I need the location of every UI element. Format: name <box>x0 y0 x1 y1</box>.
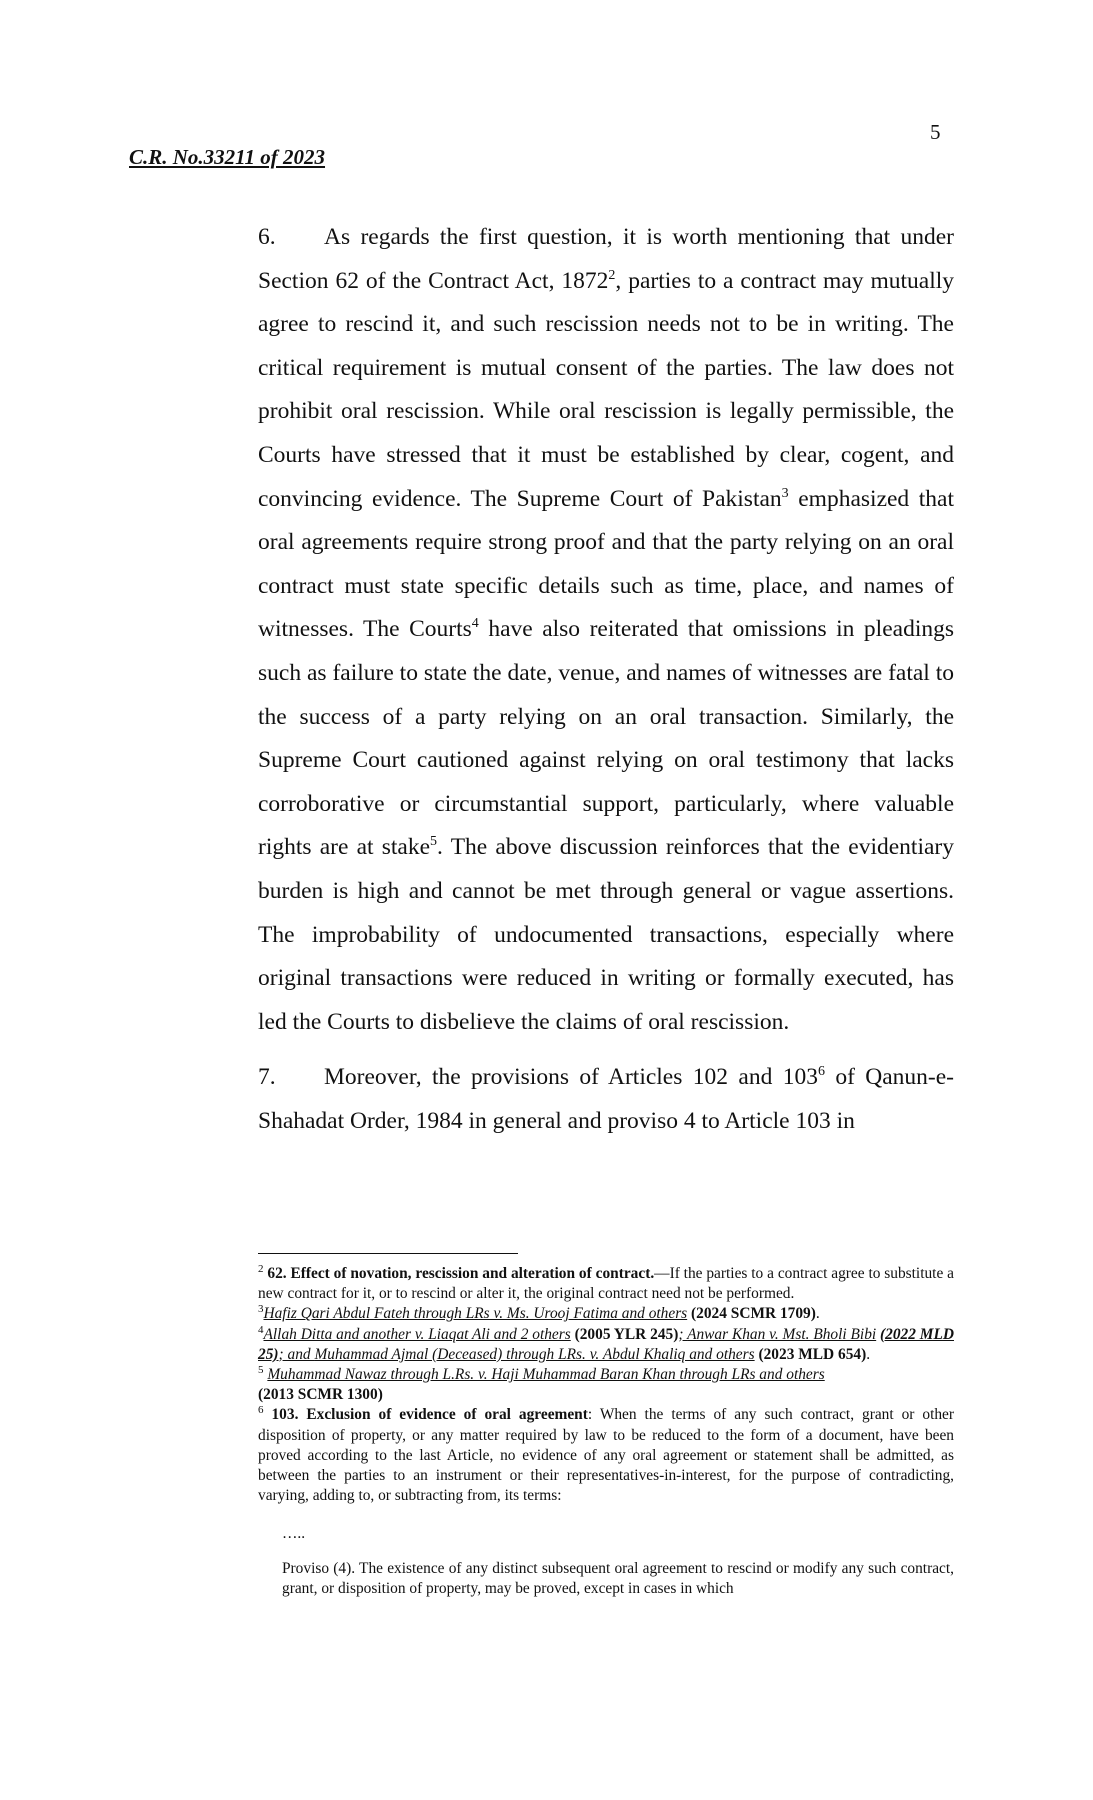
case-citation: Allah Ditta and another v. Liaqat Ali and 2 others <box>263 1325 571 1343</box>
footnote-4 <box>258 1325 954 1365</box>
ellipsis: ….. <box>282 1525 306 1543</box>
paragraph-6 <box>258 216 954 1044</box>
paragraph-text: emphasized that oral agreements require strong proof and that the party relying on an oral contract must state specific details such as time, place, and names of witnesses. The Courts <box>258 485 954 643</box>
footnote-text: : When the terms of any such contract, grant or other disposition of property, or any matter required by law to be reduced to the form of a document, have been proved according to the last Article, no evidence of any oral agreement or statement shall be admitted, as between the parties to an instrument or their representatives-in-interest, for the purpose of contradicting, varying, adding to, or subtracting from, its terms: <box>258 1406 954 1505</box>
paragraph-text: of Qanun-e-Shahadat Order, 1984 in general and proviso 4 to Article 103 in <box>258 1064 955 1134</box>
footnote-reference[interactable]: 3 <box>781 485 789 501</box>
section-number: 62 <box>267 1265 283 1282</box>
paragraph-number: 7. <box>258 1064 276 1091</box>
paragraph-text: As regards the first question, it is worth mentioning that under Section 62 of the Contract Act, 1872 <box>258 224 954 294</box>
footnote-text: —If the parties to a contract agree to substitute a new contract for it, or to rescind or alter it, the original contract need not be performed. <box>258 1265 954 1303</box>
case-citation: Muhammad Nawaz through L.Rs. v. Haji Muhammad Baran Khan through LRs and others <box>267 1366 825 1384</box>
footnote-6: $^6$ 103. Exclusion of evidence of oral agreement: When the terms of any such contract, grant or other disposition of property, or any matter required by law to be reduced to the form of a document, have been proved according to the last Article, no evidence of any oral agreement or statement shall be admitted, as between the parties to an instrument or their representatives-in-interest, for the purpose of contradicting, varying, adding to, or subtracting from, its terms: <box>258 1404 954 1505</box>
law-report-citation: (2022 MLD 25) <box>258 1325 954 1363</box>
law-report-citation: (2013 SCMR 1300) <box>258 1386 383 1404</box>
separator: ; <box>678 1325 688 1343</box>
footnote-reference[interactable]: 4 <box>471 616 479 632</box>
paragraph-text: have also reiterated that omissions in pleadings such as failure to state the date, venue, and names of witnesses are fatal to the success of a party relying on an oral transaction. Similarly, the Supreme Court cautioned against relying on oral testimony that lacks corroborative or circumstantial support, particularly, where valuable rights are at stake <box>258 616 954 861</box>
footnote-2: $^2$ 62. Effect of novation, rescission and alteration of contract.—If the parties to a contract agree to substitute a new contract for it, or to rescind or alter it, the original contract need not be performed. <box>258 1262 954 1303</box>
case-citation: Hafiz Qari Abdul Fateh through LRs v. Ms. Urooj Fatima and others <box>263 1305 688 1323</box>
proviso-quote: Proviso (4). The existence of any distinct subsequent oral agreement to rescind or modify any such contract, grant, or disposition of property, may be proved, except in cases in which <box>282 1559 954 1597</box>
punctuation: . <box>815 1305 820 1323</box>
footnote-marker: 5 <box>258 1363 264 1376</box>
footnote-marker: 2 <box>258 1262 264 1275</box>
footnote-reference[interactable]: 6 <box>817 1064 825 1080</box>
footnotes <box>258 1264 954 1599</box>
footnote-marker: 6 <box>258 1404 264 1417</box>
footnote-reference[interactable]: 5 <box>430 834 438 850</box>
judgment-body <box>258 216 954 1155</box>
case-reference: C.R. No.33211 of 2023 <box>129 145 326 169</box>
section-heading: Effect of novation, rescission and alteration of contract. <box>290 1265 655 1282</box>
paragraph-text: , parties to a contract may mutually agree to rescind it, and such rescission needs not to be in writing. The critical requirement is mutual consent of the parties. The law does not prohibit oral rescission. While oral rescission is legally permissible, the Courts have stressed that it must be established by clear, cogent, and convincing evidence. The Supreme Court of Pakistan <box>258 267 955 512</box>
footnote-reference[interactable]: 2 <box>608 267 616 283</box>
separator: ; and <box>278 1345 315 1363</box>
law-report-citation: (2005 YLR 245) <box>574 1325 679 1343</box>
law-report-citation: (2024 SCMR 1709) <box>691 1305 816 1323</box>
case-citation: Muhammad Ajmal (Deceased) through LRs. v. Abdul Khaliq and others <box>314 1345 755 1363</box>
footnote-marker: 3 <box>258 1303 264 1316</box>
section-number: 103 <box>271 1406 295 1424</box>
footnote-separator <box>258 1253 518 1254</box>
law-report-citation: (2023 MLD 654) <box>758 1345 867 1363</box>
footnote-3 <box>258 1304 954 1324</box>
paragraph-7 <box>258 1056 954 1143</box>
punctuation: . <box>866 1345 871 1363</box>
paragraph-text: Moreover, the provisions of Articles 102 and 103 <box>324 1064 818 1091</box>
footnote-5 <box>258 1365 954 1405</box>
footnote-marker: 4 <box>258 1323 264 1336</box>
case-citation: Anwar Khan v. Mst. Bholi Bibi <box>687 1325 877 1343</box>
section-heading: Exclusion of evidence of oral agreement <box>306 1406 588 1424</box>
paragraph-number: 6. <box>258 224 276 250</box>
page-number: 5 <box>930 120 941 144</box>
paragraph-text: . The above discussion reinforces that the evidentiary burden is high and cannot be met through general or vague assertions. The improbability of undocumented transactions, especially where original transactions were reduced in writing or formally executed, has led the Courts to disbelieve the claims of oral rescission. <box>258 834 954 1035</box>
